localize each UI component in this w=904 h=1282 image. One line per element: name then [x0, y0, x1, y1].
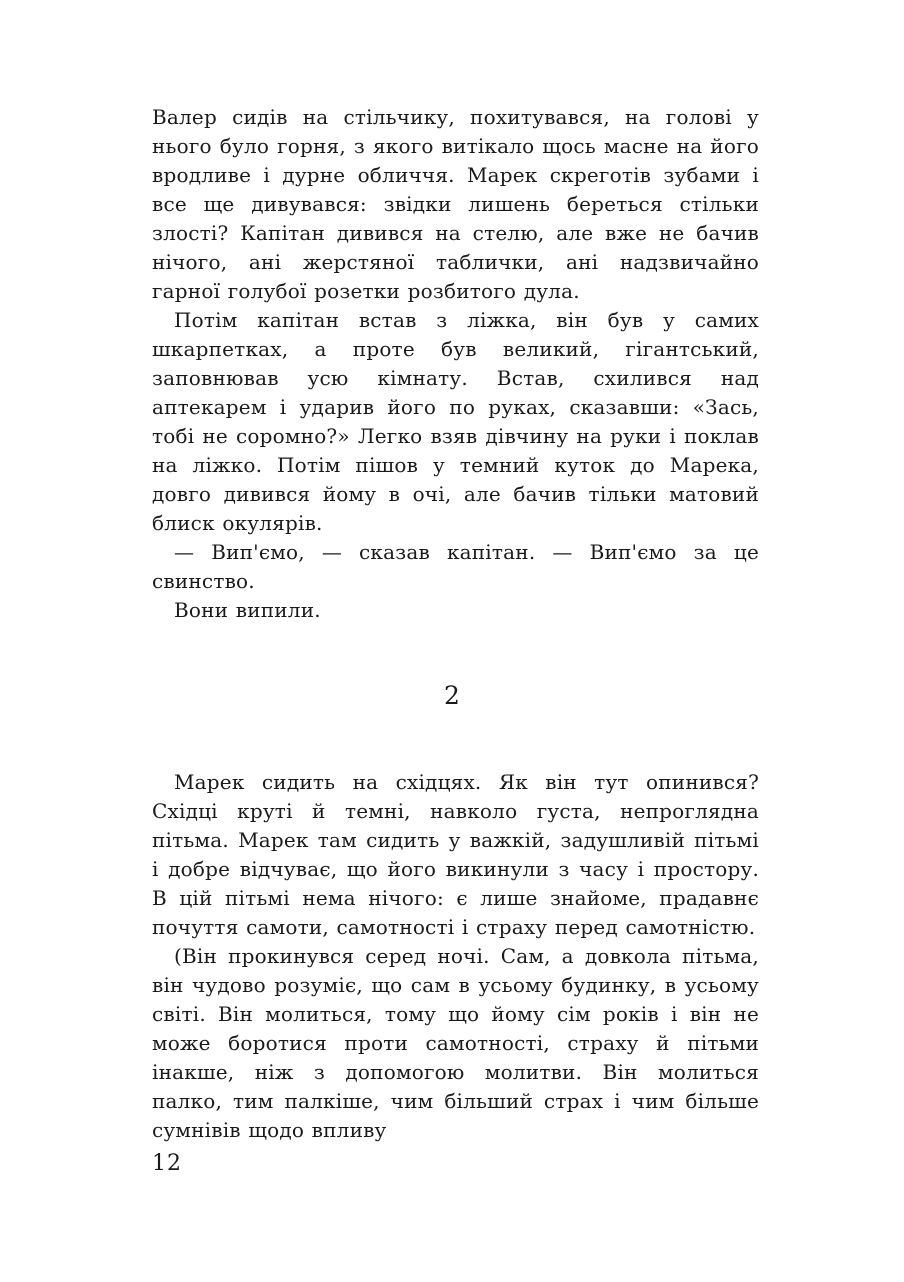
paragraph: Потім капітан встав з ліжка, він був у самих шкарпетках, а проте був великий, гігантський, заповнював усю кімнату. Встав, схилився над аптекарем і ударив його по руках, сказавши: «Зась, тобі не соромно?» Легко взяв дівчину на руки і поклав на ліжко. Потім пішов у темний куток до Марека, довго дивився йому в очі, але бачив тільки матовий блиск окулярів.: [152, 308, 759, 535]
page-number: 12: [152, 1151, 182, 1176]
text-section-2: [152, 768, 759, 1145]
paragraph: Марек сидить на східцях. Як він тут опинився? Східці круті й темні, навколо густа, непроглядна пітьма. Марек там сидить у важкій, задушливій пітьмі і добре відчуває, що його викинули з часу і простору. В цій пітьмі нема нічого: є лише знайоме, прадавнє почуття самоти, самотності і страху перед самотністю.: [152, 770, 759, 939]
paragraph: (Він прокинувся серед ночі. Сам, а довкола пітьма, він чудово розуміє, що сам в усьому будинку, в усьому світі. Він молиться, тому що йому сім років і він не може боротися проти самотності, страху й пітьми інакше, ніж з допомогою молитви. Він молиться палко, тим палкіше, чим більший страх і чим більше сумнівів щодо впливу: [152, 944, 759, 1142]
paragraph: Вони випили.: [174, 598, 321, 622]
paragraph: — Вип'ємо, — сказав капітан. — Вип'ємо за це свинство.: [152, 540, 759, 593]
text-section-1: [152, 103, 759, 625]
paragraph: Валер сидів на стільчику, похитувався, на голові у нього було горня, з якого витікало щось масне на його вродливе і дурне обличчя. Марек скреготів зубами і все ще дивувався: звідки лишень береться стільки злості? Капітан дивився на стелю, але вже не бачив нічого, ані жерстяної таблички, ані надзвичайно гарної голубої розетки розбитого дула.: [152, 105, 759, 303]
chapter-number: 2: [444, 681, 460, 710]
